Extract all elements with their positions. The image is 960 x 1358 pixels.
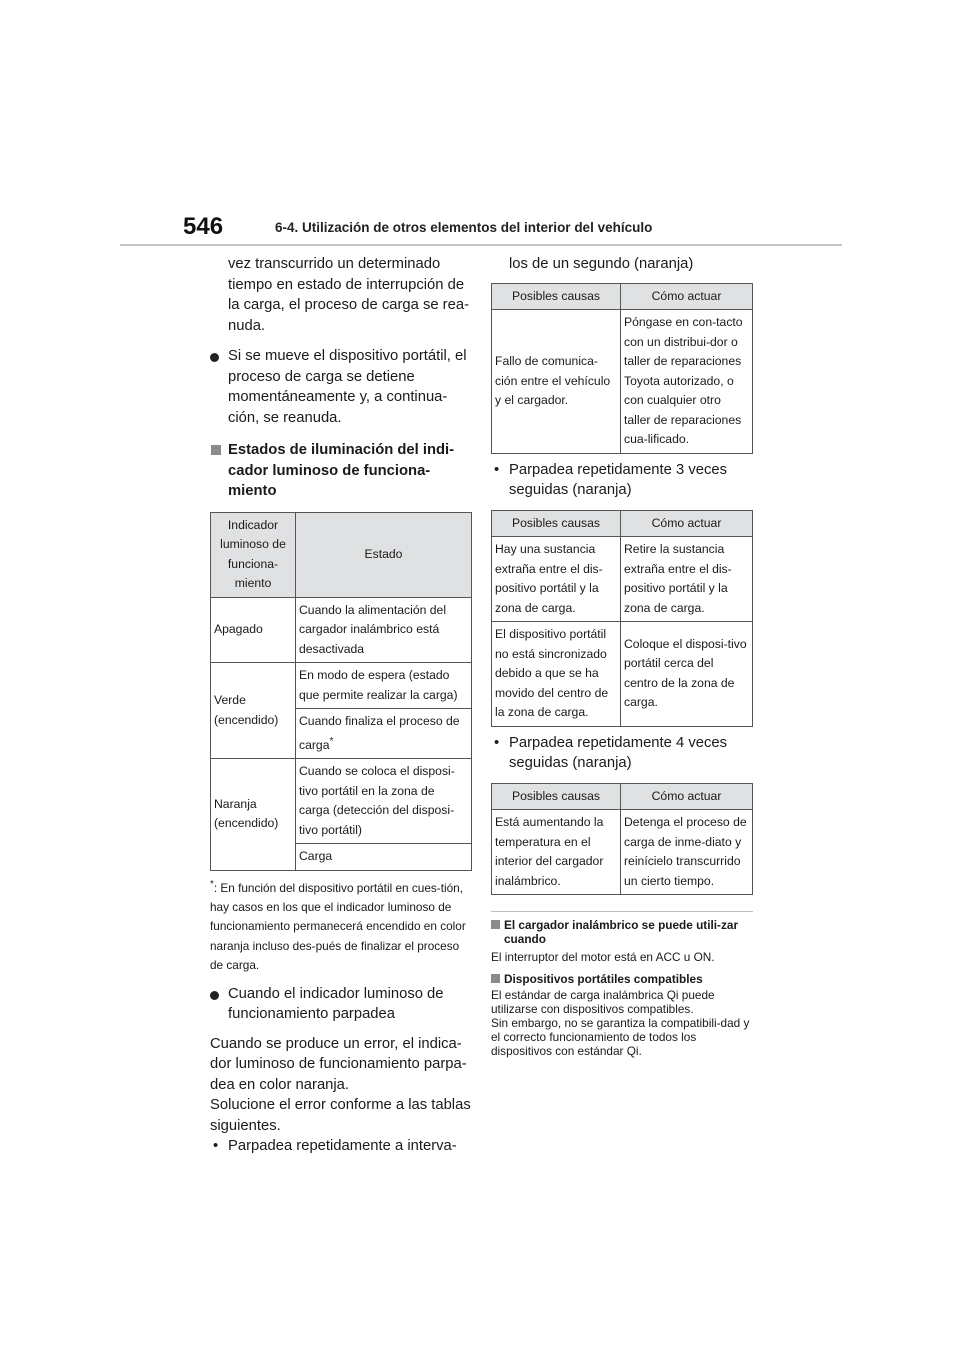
bullet-dot-icon — [210, 353, 219, 362]
bullet-blinking — [210, 984, 472, 1025]
header-rule — [120, 244, 842, 246]
table-header-indicator: Indicador luminoso de funciona-miento — [211, 512, 296, 597]
note-heading-compatible: Dispositivos portátiles compatibles — [491, 972, 753, 986]
right-column — [491, 254, 753, 1058]
state-cell: Cuando la alimentación del cargador inalámbrico está desactivada — [296, 597, 472, 663]
blink-3x-table — [491, 510, 753, 727]
table-header-cause: Posibles causas — [492, 510, 621, 537]
table-header-cause: Posibles causas — [492, 783, 621, 810]
note-heading-usable: El cargador inalámbrico se puede utili-zar cuando — [491, 918, 753, 946]
table-row — [492, 810, 753, 895]
intro-text: vez transcurrido un determinado tiempo en estado de interrupción de la carga, el proceso de carga se rea-nuda. — [228, 256, 469, 334]
section-heading: Estados de iluminación del indi-cador luminoso de funciona-miento — [210, 440, 472, 502]
table-row — [211, 663, 472, 709]
square-marker-icon — [491, 920, 500, 929]
table-row — [492, 537, 753, 622]
note-text-usable: El interruptor del motor está en ACC u ON. — [491, 950, 715, 964]
dash-item-1s-continued: los de un segundo (naranja) — [509, 256, 694, 272]
table-row — [211, 597, 472, 663]
action-cell: Retire la sustancia extraña entre el dis-positivo portátil y la zona de carga. — [621, 537, 753, 622]
cause-cell: Está aumentando la temperatura en el interior del cargador inalámbrico. — [492, 810, 621, 895]
state-cell: Cuando se coloca el disposi-tivo portátil en la zona de carga (detección del disposi-tivo portátil) — [296, 759, 472, 844]
table-row — [492, 622, 753, 727]
action-cell: Detenga el proceso de carga de inme-diato y reinícielo transcurrido un cierto tiempo. — [621, 810, 753, 895]
notes-section — [491, 911, 753, 1058]
table-header-action: Cómo actuar — [621, 783, 753, 810]
state-cell: Cuando finaliza el proceso de carga* — [296, 709, 472, 759]
action-cell: Coloque el disposi-tivo portátil cerca del centro de la zona de carga. — [621, 622, 753, 727]
note-text-compatible-1: El estándar de carga inalámbrica Qi puede utilizarse con dispositivos compatibles. — [491, 988, 715, 1016]
bullet-move-device — [210, 346, 472, 428]
indicator-cell: Naranja (encendido) — [211, 759, 296, 871]
solution-paragraph: Solucione el error conforme a las tablas siguientes. — [210, 1097, 471, 1134]
dash-item-1s: • Parpadea repetidamente a interva- — [210, 1136, 472, 1157]
bullet-text: Si se mueve el dispositivo portátil, el proceso de carga se detiene momentáneamente y, a continua-ción, se reanuda. — [228, 348, 467, 426]
dash-marker: • — [494, 734, 500, 751]
action-cell: Póngase en con-tacto con un distribui-dor o taller de reparaciones Toyota autorizado, o con cualquier otro taller de reparaciones cua-lificado. — [621, 310, 753, 454]
bullet-dot-icon — [210, 991, 219, 1000]
cause-cell: Hay una sustancia extraña entre el dis-positivo portátil y la zona de carga. — [492, 537, 621, 622]
notes-rule — [491, 911, 753, 912]
blink-1s-table — [491, 283, 753, 454]
note-text-compatible-2: Sin embargo, no se garantiza la compatibili-dad y el correcto funcionamiento de todos los dispositivos con estándar Qi. — [491, 1016, 750, 1058]
indicator-status-table — [210, 512, 472, 871]
square-marker-icon — [491, 974, 500, 983]
left-column — [210, 254, 472, 1157]
table-header-action: Cómo actuar — [621, 283, 753, 310]
indicator-cell: Apagado — [211, 597, 296, 663]
table-header-cause: Posibles causas — [492, 283, 621, 310]
error-paragraph: Cuando se produce un error, el indica-dor luminoso de funcionamiento parpa-dea en color naranja. — [210, 1035, 467, 1093]
square-marker-icon — [211, 445, 221, 455]
dash-item-3x: • Parpadea repetidamente 3 veces seguidas (naranja) — [494, 461, 727, 498]
table-header-action: Cómo actuar — [621, 510, 753, 537]
indicator-cell: Verde (encendido) — [211, 663, 296, 759]
state-cell: En modo de espera (estado que permite realizar la carga) — [296, 663, 472, 709]
page-number: 546 — [183, 213, 224, 240]
cause-cell: Fallo de comunica-ción entre el vehículo y el cargador. — [492, 310, 621, 454]
table-row — [211, 759, 472, 844]
running-header: 6-4. Utilización de otros elementos del interior del vehículo — [275, 220, 653, 235]
dash-item-4x: • Parpadea repetidamente 4 veces seguidas (naranja) — [494, 734, 727, 771]
cause-cell: El dispositivo portátil no está sincronizado debido a que se ha movido del centro de la zona de carga. — [492, 622, 621, 727]
footnote-ref: * — [329, 735, 334, 747]
table-row — [492, 310, 753, 454]
state-cell: Carga — [296, 844, 472, 871]
dash-marker: • — [213, 1138, 219, 1155]
footnote: *: En función del dispositivo portátil en cues-tión, hay casos en los que el indicador luminoso de funcionamiento permanecerá encendido en color naranja incluso des-pués de finalizar el proceso de carga. — [210, 878, 466, 973]
blink-4x-table — [491, 783, 753, 896]
bullet-text: Cuando el indicador luminoso de funcionamiento parpadea — [228, 985, 444, 1023]
table-header-state: Estado — [296, 512, 472, 597]
dash-marker: • — [494, 461, 500, 478]
